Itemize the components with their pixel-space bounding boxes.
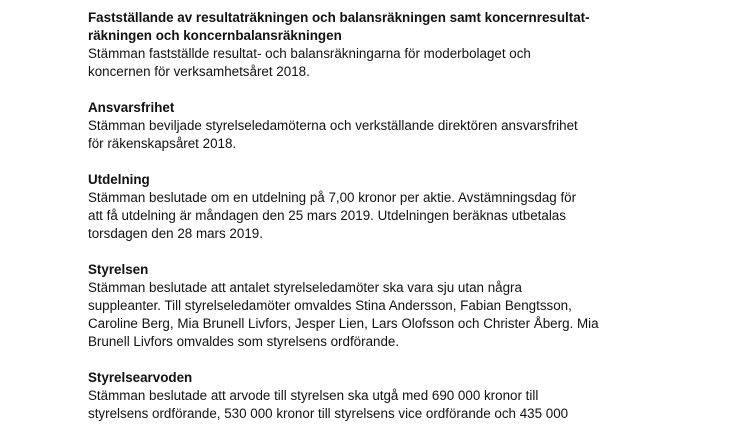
section-resultat-balansrakning [88, 9, 658, 81]
section-styrelsen [88, 261, 658, 351]
heading-line: Ansvarsfrihet [88, 100, 175, 115]
body-line: koncernen för verksamhetsåret 2018. [88, 64, 310, 79]
section-heading [88, 261, 658, 279]
heading-line: Utdelning [88, 172, 150, 187]
body-line: Stämman beslutade att antalet styrelseledamöter ska vara sju utan några [88, 280, 522, 295]
body-line: Stämman beslutade att arvode till styrelsen ska utgå med 690 000 kronor till [88, 388, 539, 403]
section-heading [88, 99, 658, 117]
section-heading [88, 171, 658, 189]
section-body [88, 387, 658, 423]
section-styrelsearvoden [88, 369, 658, 423]
document-page [88, 9, 658, 441]
heading-line: Styrelsen [88, 262, 149, 277]
body-line: Stämman fastställde resultat- och balansräkningarna för moderbolaget och [88, 46, 531, 61]
section-body [88, 117, 658, 153]
section-heading [88, 369, 658, 387]
body-line: Caroline Berg, Mia Brunell Livfors, Jesper Lien, Lars Olofsson och Christer Åberg. Mia [88, 316, 599, 331]
heading-line: räkningen och koncernbalansräkningen [88, 28, 342, 43]
body-line: suppleanter. Till styrelseledamöter omvaldes Stina Andersson, Fabian Bengtsson, [88, 298, 572, 313]
section-body [88, 279, 658, 351]
section-ansvarsfrihet [88, 99, 658, 153]
body-line: Brunell Livfors omvaldes som styrelsens ordförande. [88, 334, 400, 349]
body-line: för räkenskapsåret 2018. [88, 136, 237, 151]
body-line: styrelsens ordförande, 530 000 kronor till styrelsens vice ordförande och 435 000 [88, 406, 569, 421]
body-line: Stämman beviljade styrelseledamöterna och verkställande direktören ansvarsfrihet [88, 118, 578, 133]
heading-line: Fastställande av resultaträkningen och balansräkningen samt koncernresultat- [88, 10, 590, 25]
body-line: att få utdelning är måndagen den 25 mars 2019. Utdelningen beräknas utbetalas [88, 208, 566, 223]
section-body [88, 189, 658, 243]
section-body [88, 45, 658, 81]
section-heading [88, 9, 658, 45]
heading-line: Styrelsearvoden [88, 370, 193, 385]
body-line: Stämman beslutade om en utdelning på 7,00 kronor per aktie. Avstämningsdag för [88, 190, 577, 205]
body-line: torsdagen den 28 mars 2019. [88, 226, 263, 241]
section-utdelning [88, 171, 658, 243]
